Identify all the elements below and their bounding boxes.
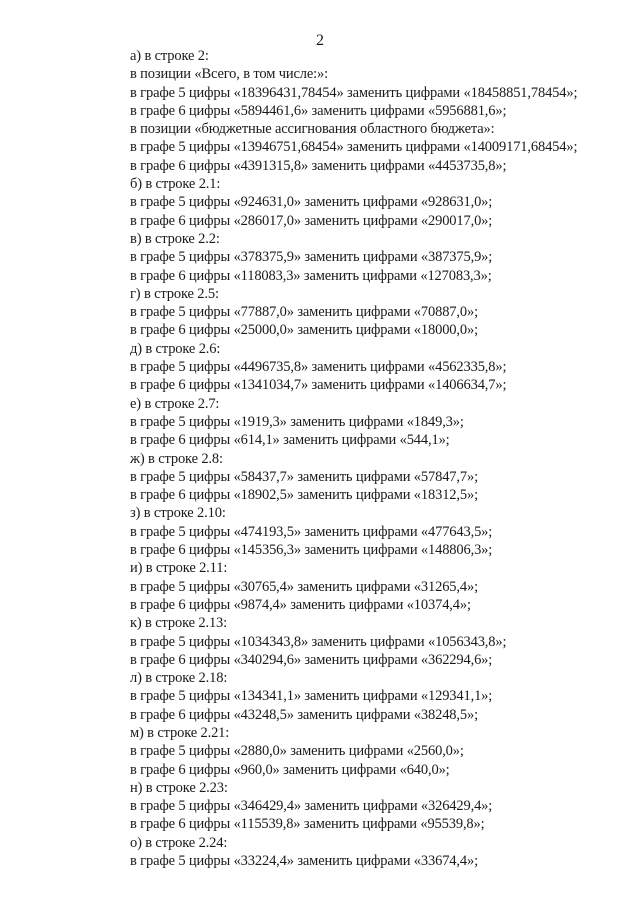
amendment-line: в графе 5 цифры «2880,0» заменить цифрами «2560,0»; — [130, 743, 464, 760]
amendment-line: в графе 6 цифры «9874,4» заменить цифрами «10374,4»; — [130, 596, 471, 613]
amendment-line: в графе 6 цифры «145356,3» заменить цифрами «148806,3»; — [130, 542, 493, 559]
list-item-header: ж) в строке 2.8: — [130, 450, 223, 467]
amendment-line: в графе 6 цифры «614,1» заменить цифрами «544,1»; — [130, 432, 450, 449]
amendment-line: в графе 6 цифры «340294,6» заменить цифрами «362294,6»; — [130, 651, 493, 668]
list-item-header: л) в строке 2.18: — [130, 670, 228, 687]
list-item-header: а) в строке 2: — [130, 48, 209, 64]
amendment-line: в графе 6 цифры «18902,5» заменить цифрами «18312,5»; — [130, 487, 478, 504]
amendment-line: в графе 5 цифры «58437,7» заменить цифрами «57847,7»; — [130, 468, 478, 485]
position-header: в позиции «Всего, в том числе:»: — [130, 66, 328, 83]
list-item-header: н) в строке 2.23: — [130, 779, 228, 796]
list-item-header: б) в строке 2.1: — [130, 176, 221, 193]
amendment-line: в графе 5 цифры «1919,3» заменить цифрами «1849,3»; — [130, 413, 464, 430]
list-item-header: з) в строке 2.10: — [130, 505, 226, 522]
list-item-header: в) в строке 2.2: — [130, 230, 220, 247]
amendment-line: в графе 6 цифры «960,0» заменить цифрами «640,0»; — [130, 761, 450, 778]
position-header: в позиции «бюджетные ассигнования областного бюджета»: — [130, 121, 495, 138]
amendment-line: в графе 5 цифры «33224,4» заменить цифрами «33674,4»; — [130, 853, 478, 870]
amendment-line: в графе 6 цифры «286017,0» заменить цифрами «290017,0»; — [130, 212, 493, 229]
amendment-line: в графе 5 цифры «924631,0» заменить цифрами «928631,0»; — [130, 194, 493, 211]
amendment-text — [130, 47, 630, 870]
amendment-line: в графе 5 цифры «30765,4» заменить цифрами «31265,4»; — [130, 578, 478, 595]
list-item-header: и) в строке 2.11: — [130, 560, 228, 577]
page-number: 2 — [316, 32, 324, 49]
amendment-line: в графе 5 цифры «4496735,8» заменить цифрами «4562335,8»; — [130, 359, 507, 376]
list-item-header: к) в строке 2.13: — [130, 615, 228, 632]
amendment-line: в графе 6 цифры «1341034,7» заменить цифрами «1406634,7»; — [130, 377, 507, 394]
amendment-line: в графе 6 цифры «43248,5» заменить цифрами «38248,5»; — [130, 706, 478, 723]
amendment-line: в графе 5 цифры «474193,5» заменить цифрами «477643,5»; — [130, 523, 493, 540]
amendment-line: в графе 5 цифры «346429,4» заменить цифрами «326429,4»; — [130, 798, 493, 815]
amendment-line: в графе 6 цифры «25000,0» заменить цифрами «18000,0»; — [130, 322, 478, 339]
list-item-header: д) в строке 2.6: — [130, 340, 221, 357]
amendment-line: в графе 5 цифры «378375,9» заменить цифрами «387375,9»; — [130, 249, 493, 266]
amendment-line: в графе 6 цифры «115539,8» заменить цифрами «95539,8»; — [130, 816, 485, 833]
list-item-header: м) в строке 2.21: — [130, 724, 230, 741]
list-item-header: о) в строке 2.24: — [130, 834, 228, 851]
amendment-line: в графе 5 цифры «77887,0» заменить цифрами «70887,0»; — [130, 304, 478, 321]
amendment-line: в графе 5 цифры «1034343,8» заменить цифрами «1056343,8»; — [130, 633, 507, 650]
list-item-header: е) в строке 2.7: — [130, 395, 220, 412]
amendment-line: в графе 5 цифры «13946751,68454» заменить цифрами «14009171,68454»; — [130, 139, 578, 156]
amendment-line: в графе 5 цифры «18396431,78454» заменить цифрами «18458851,78454»; — [130, 84, 578, 101]
amendment-line: в графе 6 цифры «4391315,8» заменить цифрами «4453735,8»; — [130, 157, 507, 174]
list-item-header: г) в строке 2.5: — [130, 285, 219, 302]
amendment-line: в графе 6 цифры «5894461,6» заменить цифрами «5956881,6»; — [130, 102, 507, 119]
amendment-line: в графе 6 цифры «118083,3» заменить цифрами «127083,3»; — [130, 267, 492, 284]
amendment-line: в графе 5 цифры «134341,1» заменить цифрами «129341,1»; — [130, 688, 493, 705]
